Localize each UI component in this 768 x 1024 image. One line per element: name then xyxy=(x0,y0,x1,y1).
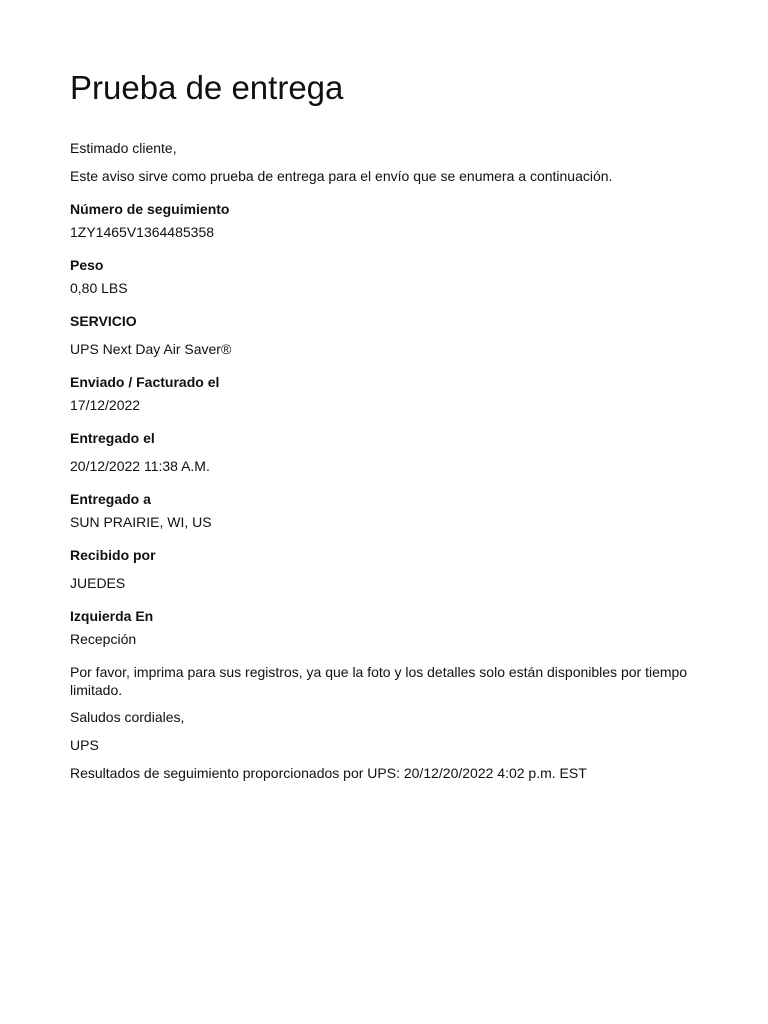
intro-text: Este aviso sirve como prueba de entrega para el envío que se enumera a continuación. xyxy=(70,168,613,184)
received-by-label: Recibido por xyxy=(70,547,156,563)
service-value: UPS Next Day Air Saver® xyxy=(70,341,232,357)
page-title: Prueba de entrega xyxy=(70,69,344,106)
shipped-date-value: 17/12/2022 xyxy=(70,397,141,413)
tracking-number-label: Número de seguimiento xyxy=(70,201,230,217)
received-by-value: JUEDES xyxy=(70,575,126,591)
left-at-label: Izquierda En xyxy=(70,608,154,624)
weight-label: Peso xyxy=(70,257,104,273)
left-at-value: Recepción xyxy=(70,631,137,647)
delivered-on-label: Entregado el xyxy=(70,430,155,446)
tracking-footer: Resultados de seguimiento proporcionados por UPS: 20/12/20/2022 4:02 p.m. EST xyxy=(70,765,587,781)
shipped-date-label: Enviado / Facturado el xyxy=(70,374,220,390)
tracking-number-value: 1ZY1465V1364485358 xyxy=(70,224,215,240)
closing-text: Saludos cordiales, xyxy=(70,709,185,725)
service-label: SERVICIO xyxy=(70,313,137,329)
weight-value: 0,80 LBS xyxy=(70,280,128,296)
print-note: Por favor, imprima para sus registros, ya que la foto y los detalles solo están disponibles por tiempo limitado. xyxy=(70,664,688,698)
signature: UPS xyxy=(70,737,99,753)
delivered-on-value: 20/12/2022 11:38 A.M. xyxy=(70,458,210,474)
greeting: Estimado cliente, xyxy=(70,140,177,156)
delivered-to-label: Entregado a xyxy=(70,491,151,507)
delivered-to-value: SUN PRAIRIE, WI, US xyxy=(70,514,212,530)
